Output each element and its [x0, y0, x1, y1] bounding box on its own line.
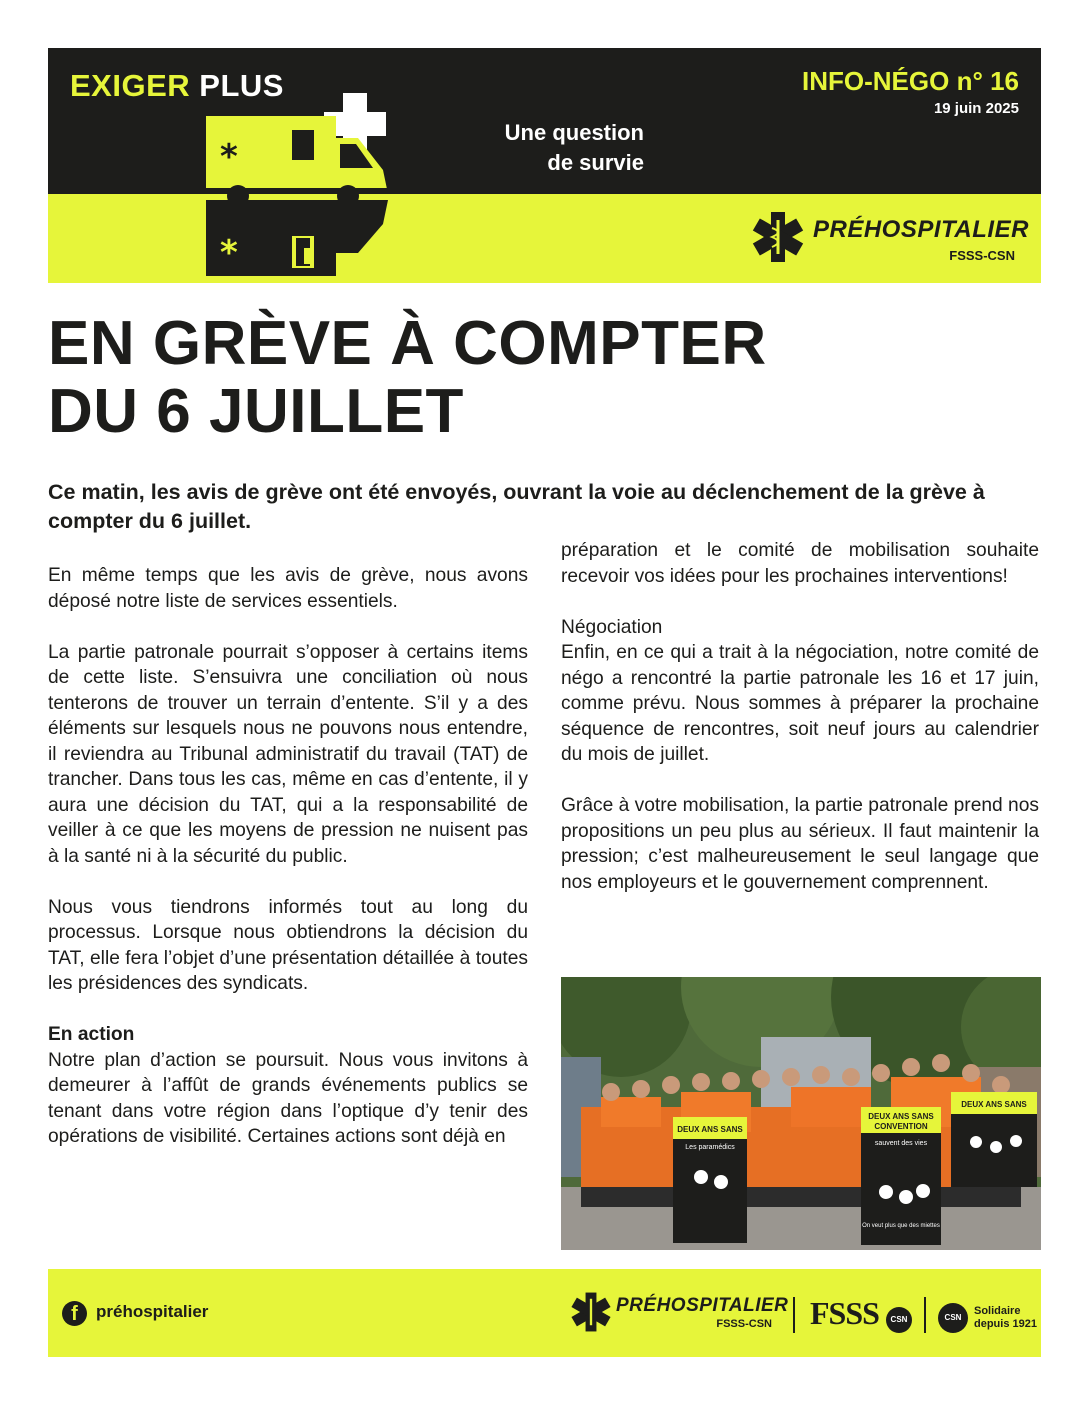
article-lead: Ce matin, les avis de grève ont été envoyés, ouvrant la voie au déclenchement de la grève à compter du 6 juillet.	[48, 480, 985, 533]
csn-logo-text: CSN	[944, 1313, 962, 1322]
facebook-icon[interactable]: f	[62, 1301, 87, 1326]
paragraph: Enfin, en ce qui a trait à la négociation, notre comité de négo a rencontré la partie patronale les 16 et 17 juin, comme prévu. Nous sommes à préparer la prochaine séquence de rencontres, soit neuf jours au calendrier du mois de juillet.	[561, 642, 1039, 765]
facebook-link[interactable]: préhospitalier	[96, 1302, 209, 1321]
paragraph: Grâce à votre mobilisation, la partie patronale prend nos propositions un peu plus au sérieux. Il faut maintenir la pression; c’est malheureusement le seul langage que nos employeurs et le gouvernement comprennent.	[561, 795, 1039, 893]
paragraph: préparation et le comité de mobilisation souhaite recevoir vos idées pour les prochaines interventions!	[561, 540, 1039, 587]
campaign-tagline	[444, 118, 644, 178]
ambulance-illustration	[198, 88, 448, 283]
paragraph: En même temps que les avis de grève, nous avons déposé notre liste de services essentiels.	[48, 565, 528, 612]
title-line2: DU 6 JUILLET	[48, 377, 464, 446]
paragraph: La partie patronale pourrait s’opposer à certains items de cette liste. S’ensuivra une conciliation où nous tenterons de trouver un terrain d’entente. S’il y a des éléments sur lesquels nous ne pouvons nous entendre, il reviendra au Tribunal administratif du travail (TAT) de trancher. Dans tous les cas, même en cas d’entente, il y aura une décision du TAT, qui a la responsabilité de veiller à ce que les moyens de pression ne nuisent pas à la santé ni à la sécurité du public.	[48, 641, 528, 867]
issue-number: INFO-NÉGO n° 16	[802, 66, 1019, 96]
fsss-logo: FSSS	[810, 1295, 879, 1331]
star-of-life-icon	[751, 210, 805, 264]
sign-text: DEUX ANS SANS	[677, 1125, 743, 1134]
divider	[924, 1297, 926, 1333]
svg-text:*: *	[220, 137, 238, 177]
logo-subtitle: FSSS-CSN	[949, 248, 1015, 263]
sign-text: DEUX ANS SANS	[961, 1100, 1027, 1109]
article-title	[48, 310, 1038, 446]
protest-sign	[673, 1117, 747, 1243]
tagline-line2: de survie	[547, 150, 644, 175]
sign-text: sauvent des vies	[874, 1140, 928, 1147]
csn-badge-icon	[886, 1307, 912, 1333]
sign-text: Les paramédics	[685, 1144, 735, 1151]
protest-sign	[951, 1092, 1037, 1187]
paragraph: Notre plan d’action se poursuit. Nous vous invitons à demeurer à l’affût de grands événements publics se tenant dans votre région dans l’optique d’y tenir des opérations de visibilité. Certaines actions sont déjà en	[48, 1049, 528, 1147]
star-of-life-icon	[570, 1291, 612, 1333]
newsletter-footer	[48, 1269, 1041, 1357]
ambulance-reflection-icon	[206, 200, 388, 276]
solidaire-line2: depuis 1921	[974, 1318, 1037, 1330]
logo-wordmark: PRÉHOSPITALIER	[813, 216, 1029, 243]
section-heading-negociation: Négociation	[561, 616, 663, 638]
svg-text:*: *	[220, 233, 238, 273]
tagline-line1: Une question	[504, 120, 644, 145]
footer-prehospitalier-logo	[570, 1291, 789, 1339]
csn-badge-text: CSN	[890, 1315, 908, 1324]
prehospitalier-logo	[751, 210, 1029, 270]
sign-text: CONVENTION	[874, 1122, 928, 1131]
protest-sign	[861, 1107, 941, 1245]
rally-photo-illustration	[561, 977, 1041, 1250]
solidaire-line1: Solidaire	[974, 1305, 1021, 1317]
solidaire-text	[974, 1305, 1037, 1331]
paragraph: Nous vous tiendrons informés tout au long du processus. Lorsque nous obtiendrons la décision du TAT, elle fera l’objet d’une présentation détaillée à toutes les présidences des syndicats.	[48, 896, 528, 994]
csn-logo-icon	[938, 1303, 968, 1333]
brand-exiger: EXIGER	[70, 68, 191, 103]
sign-text: DEUX ANS SANS	[868, 1112, 934, 1121]
issue-date: 19 juin 2025	[933, 100, 1019, 117]
title-line1: EN GRÈVE À COMPTER	[48, 309, 767, 378]
right-column	[561, 538, 1039, 895]
sign-text: On veut plus que des miettes	[862, 1223, 940, 1229]
brand-plus: PLUS	[199, 68, 284, 103]
left-column	[48, 563, 528, 1150]
footer-logo-wordmark: PRÉHOSPITALIER	[616, 1295, 789, 1316]
rally-photo	[561, 977, 1041, 1250]
divider	[793, 1297, 795, 1333]
section-heading-action: En action	[48, 1024, 135, 1045]
newsletter-header	[48, 48, 1041, 283]
footer-logo-subtitle: FSSS-CSN	[716, 1318, 772, 1330]
